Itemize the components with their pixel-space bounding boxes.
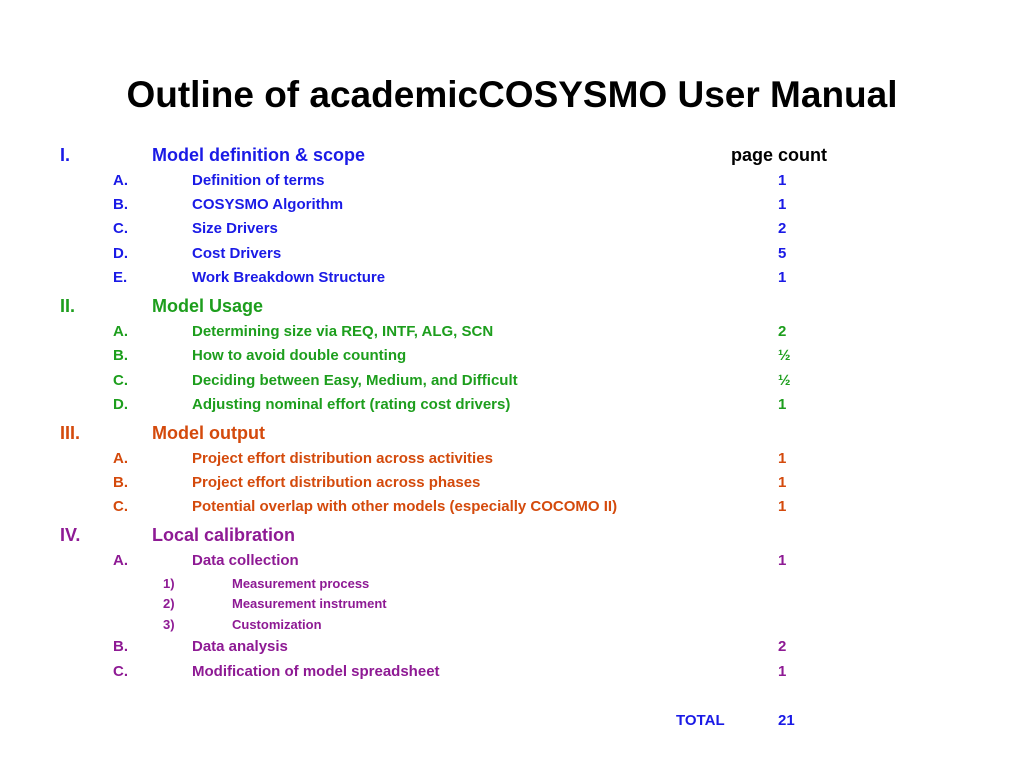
item-page-count: 1	[778, 396, 787, 413]
item-label: Work Breakdown Structure	[192, 269, 386, 286]
list-item	[0, 663, 1024, 683]
list-item	[0, 323, 1024, 343]
item-page-count: 1	[778, 474, 787, 491]
item-page-count: 1	[778, 172, 787, 189]
item-label: How to avoid double counting	[192, 347, 407, 364]
list-item	[0, 552, 1024, 572]
sub-list-item	[0, 617, 1024, 634]
section-label: Model output	[152, 423, 265, 443]
section-label: Local calibration	[152, 525, 296, 545]
sub-list-item	[0, 596, 1024, 613]
item-letter: D.	[113, 396, 128, 413]
item-letter: B.	[113, 347, 128, 364]
section-2-row	[0, 296, 1024, 318]
section-3-row	[0, 423, 1024, 445]
item-letter: B.	[113, 474, 128, 491]
item-label: Deciding between Easy, Medium, and Difficult	[192, 372, 518, 389]
section-1-row	[0, 145, 1024, 167]
item-label: Potential overlap with other models (especially COCOMO II)	[192, 498, 618, 515]
page-count-header: page count	[731, 145, 828, 165]
item-letter: C.	[113, 498, 128, 515]
subitem-number: 3)	[163, 617, 175, 632]
total-row	[0, 712, 1024, 732]
list-item	[0, 220, 1024, 240]
subitem-number: 2)	[163, 596, 175, 611]
item-page-count: ½	[778, 372, 791, 389]
list-item	[0, 245, 1024, 265]
item-letter: E.	[113, 269, 128, 286]
item-letter: A.	[113, 172, 128, 189]
item-page-count: 2	[778, 323, 787, 340]
item-letter: C.	[113, 663, 128, 680]
item-label: Adjusting nominal effort (rating cost drivers)	[192, 396, 511, 413]
item-letter: C.	[113, 220, 128, 237]
item-letter: A.	[113, 552, 128, 569]
item-page-count: 2	[778, 220, 787, 237]
sub-list-item	[0, 576, 1024, 593]
list-item	[0, 498, 1024, 518]
item-page-count: 1	[778, 552, 787, 569]
item-label: COSYSMO Algorithm	[192, 196, 344, 213]
item-label: Data collection	[192, 552, 299, 569]
item-letter: B.	[113, 638, 128, 655]
section-label: Model Usage	[152, 296, 264, 316]
section-number: I.	[60, 145, 71, 165]
item-page-count: 1	[778, 450, 787, 467]
section-number: IV.	[60, 525, 81, 545]
item-letter: C.	[113, 372, 128, 389]
item-label: Determining size via REQ, INTF, ALG, SCN	[192, 323, 494, 340]
section-number: II.	[60, 296, 76, 316]
page-title: Outline of academicCOSYSMO User Manual	[126, 74, 898, 115]
item-letter: D.	[113, 245, 128, 262]
total-label: TOTAL	[676, 712, 725, 729]
subitem-label: Customization	[232, 617, 322, 632]
list-item	[0, 638, 1024, 658]
list-item	[0, 269, 1024, 289]
list-item	[0, 474, 1024, 494]
subitem-number: 1)	[163, 576, 175, 591]
section-4-row	[0, 525, 1024, 547]
subitem-label: Measurement instrument	[232, 596, 387, 611]
list-item	[0, 450, 1024, 470]
item-page-count: 1	[778, 498, 787, 515]
section-number: III.	[60, 423, 81, 443]
item-page-count: 1	[778, 196, 787, 213]
list-item	[0, 196, 1024, 216]
item-label: Modification of model spreadsheet	[192, 663, 440, 680]
list-item	[0, 172, 1024, 192]
total-value: 21	[778, 712, 795, 729]
item-page-count: 5	[778, 245, 787, 262]
list-item	[0, 396, 1024, 416]
list-item	[0, 347, 1024, 367]
subitem-label: Measurement process	[232, 576, 370, 591]
item-label: Definition of terms	[192, 172, 325, 189]
section-label: Model definition & scope	[152, 145, 366, 165]
item-page-count: 1	[778, 269, 787, 286]
list-item	[0, 372, 1024, 392]
item-page-count: ½	[778, 347, 791, 364]
item-label: Size Drivers	[192, 220, 278, 237]
item-label: Cost Drivers	[192, 245, 282, 262]
item-label: Project effort distribution across activities	[192, 450, 493, 467]
item-label: Project effort distribution across phases	[192, 474, 481, 491]
item-letter: A.	[113, 450, 128, 467]
item-letter: A.	[113, 323, 128, 340]
item-page-count: 2	[778, 638, 787, 655]
item-letter: B.	[113, 196, 128, 213]
item-label: Data analysis	[192, 638, 288, 655]
item-page-count: 1	[778, 663, 787, 680]
